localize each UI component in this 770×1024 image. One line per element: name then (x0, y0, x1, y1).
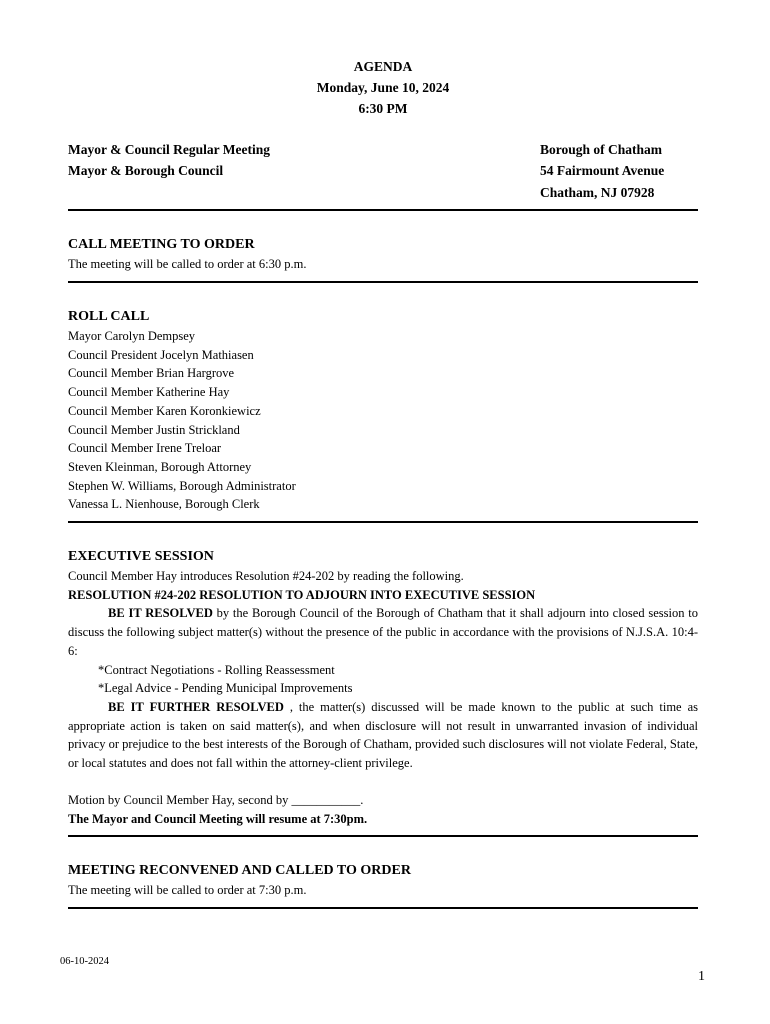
agenda-title: AGENDA (353, 59, 413, 74)
roll-call-member: Council Member Irene Treloar (68, 441, 222, 456)
divider (68, 907, 698, 909)
divider (68, 209, 698, 211)
location-name: Borough of Chatham (540, 142, 663, 157)
motion-line: Motion by Council Member Hay, second by ___________. (68, 793, 364, 808)
section-title: ROLL CALL (68, 309, 150, 324)
divider (68, 281, 698, 283)
divider (68, 521, 698, 523)
executive-session-section (68, 547, 698, 829)
roll-call-member: Council President Jocelyn Mathiasen (68, 347, 254, 362)
location-city: Chatham, NJ 07928 (540, 184, 655, 200)
resolved-paragraph (68, 604, 698, 660)
roll-call-member: Council Member Karen Koronkiewicz (68, 403, 261, 418)
location-street: 54 Fairmount Avenue (540, 163, 665, 179)
section-title: MEETING RECONVENED AND CALLED TO ORDER (68, 863, 411, 878)
roll-call-member: Steven Kleinman, Borough Attorney (68, 459, 252, 474)
meeting-type: Mayor & Council Regular Meeting (68, 142, 270, 157)
roll-call-member: Stephen W. Williams, Borough Administrator (68, 478, 296, 493)
section-text: The meeting will be called to order at 6:30 p.m. (68, 257, 307, 271)
roll-call-member: Council Member Justin Strickland (68, 422, 240, 437)
section-text: The meeting will be called to order at 7:30 p.m. (68, 883, 307, 897)
roll-call-member: Council Member Katherine Hay (68, 385, 230, 400)
meeting-body: Mayor & Borough Council (68, 163, 224, 179)
session-item: *Contract Negotiations - Rolling Reassessment (98, 662, 335, 677)
roll-call-member: Vanessa L. Nienhouse, Borough Clerk (68, 497, 260, 512)
section-title: CALL MEETING TO ORDER (68, 237, 255, 252)
page-number: 1 (698, 969, 705, 984)
resolution-intro: Council Member Hay introduces Resolution #24-202 by reading the following. (68, 569, 464, 583)
reconvene-section (68, 861, 698, 900)
footer-date: 06-10-2024 (60, 956, 109, 967)
meeting-time: 6:30 PM (358, 101, 408, 116)
meeting-date: Monday, June 10, 2024 (316, 80, 450, 95)
roll-call-section (68, 307, 698, 514)
resolved-text: by the Borough Council of the Borough of Chatham that it shall adjourn into closed session to discuss the following subject matter(s) without the presence of the public in accordance with the provisions of N.J.S.A. 10:4-6: (68, 606, 699, 658)
resolution-title: RESOLUTION #24-202 RESOLUTION TO ADJOURN INTO EXECUTIVE SESSION (68, 587, 536, 602)
call-to-order-section (68, 235, 698, 274)
roll-call-member: Council Member Brian Hargrove (68, 366, 235, 381)
meeting-location (540, 139, 664, 203)
resume-line: The Mayor and Council Meeting will resume at 7:30pm. (68, 812, 368, 827)
meeting-info (68, 139, 270, 182)
resolved-lead: BE IT RESOLVED (108, 606, 213, 621)
divider (68, 835, 698, 837)
further-resolved-paragraph (68, 698, 698, 773)
session-item: *Legal Advice - Pending Municipal Improvements (98, 681, 353, 696)
roll-call-member: Mayor Carolyn Dempsey (68, 329, 196, 343)
section-title: EXECUTIVE SESSION (68, 549, 214, 564)
further-text: , the matter(s) discussed will be made known to the public at such time as appropriate action is taken on said matter(s), and when disclosure will not result in unwarranted invasion of individual privacy or prejudice to the best interests of the Borough of Chatham, provided such disclosures will not violate Federal, State, or local statutes and does not fall within the attorney-client privilege. (68, 699, 698, 771)
further-lead: BE IT FURTHER RESOLVED (108, 699, 284, 714)
agenda-header (68, 56, 698, 119)
